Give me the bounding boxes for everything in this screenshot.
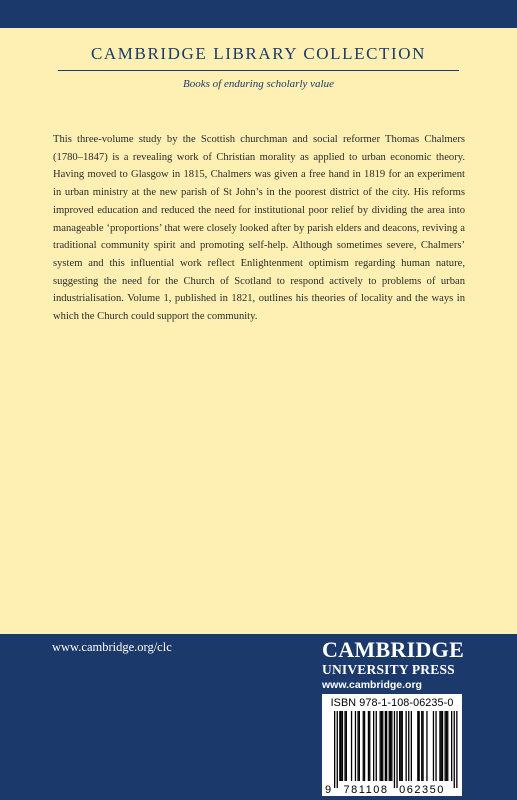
barcode-bar — [417, 711, 418, 781]
barcode-bar — [447, 711, 448, 781]
barcode-bar — [342, 711, 343, 781]
barcode-bar — [359, 711, 360, 781]
barcode-bar — [446, 711, 447, 781]
barcode-bar — [339, 711, 340, 781]
barcode-bar — [334, 711, 335, 788]
barcode-bar — [381, 711, 382, 781]
barcode-right-digits: 062350 — [399, 784, 445, 796]
barcode-bar — [396, 711, 397, 788]
barcode-bar — [369, 711, 370, 781]
barcode-bar — [399, 711, 400, 781]
barcode-bar — [337, 711, 338, 788]
barcode-bar — [346, 711, 347, 781]
top-color-band — [0, 0, 517, 28]
barcode-graphic — [322, 694, 462, 796]
barcode-bar — [376, 711, 377, 781]
barcode-first-digit: 9 — [325, 784, 332, 796]
series-tagline: Books of enduring scholarly value — [183, 78, 334, 90]
barcode-bar — [364, 711, 365, 781]
barcode-bar — [357, 711, 358, 781]
book-description: This three-volume study by the Scottish churchman and social reformer Thomas Chalmers (1780–1847) is a revealing work of Christian morality as applied to urban economic theory. Having moved to Glasgow in 1815, Chalmers was given a free hand in 1819 for an experiment in urban ministry at the new parish of St John’s in the poorest district of the city. His reforms improved education and reduced the need for institutional poor relief by dividing the area into manageable ‘proportions’ that were closely looked after by parish elders and deacons, reviving a traditional community spirit and promoting self-help. Although sometimes severe, Chalmers’ system and this influential work reflect Enlightenment optimism regarding human nature, suggesting the need for the Church of Scotland to respond actively to problems of urban industrialisation. Volume 1, published in 1821, outlines his theories of locality and the ways in which the Church could support the community. — [53, 134, 465, 323]
barcode-bar — [435, 711, 436, 781]
publisher-subtitle: UNIVERSITY PRESS — [322, 662, 455, 677]
barcode-bar — [445, 711, 446, 781]
barcode-bar — [389, 711, 390, 781]
barcode-bar — [419, 711, 420, 781]
barcode-bars — [334, 711, 458, 788]
barcode-bar — [386, 711, 387, 781]
barcode-bar — [394, 711, 395, 788]
barcode-bar — [382, 711, 383, 781]
barcode-bar — [426, 711, 427, 781]
barcode-bar — [344, 711, 345, 781]
series-title: CAMBRIDGE LIBRARY COLLECTION — [90, 44, 427, 63]
barcode-bar — [433, 711, 434, 781]
barcode-panel — [322, 694, 462, 796]
barcode-bar — [411, 711, 412, 781]
barcode-bar — [341, 711, 342, 781]
series-url-link[interactable]: www.cambridge.org/clc — [52, 640, 172, 654]
barcode-bar — [439, 711, 440, 781]
barcode-bar — [402, 711, 403, 781]
barcode-bar — [422, 711, 423, 781]
barcode-bar — [451, 711, 452, 781]
barcode-bar — [406, 711, 407, 781]
isbn-label: ISBN 978-1-108-06235-0 — [330, 697, 454, 709]
barcode-bar — [400, 711, 401, 781]
barcode-bar — [385, 711, 386, 781]
publisher-name: CAMBRIDGE — [322, 637, 465, 662]
barcode-bar — [441, 711, 442, 781]
barcode-bar — [380, 711, 381, 781]
barcode-bar — [456, 711, 457, 788]
barcode-bar — [454, 711, 455, 788]
barcode-bar — [408, 711, 409, 781]
title-rule — [58, 70, 459, 71]
publisher-url-link[interactable]: www.cambridge.org — [322, 679, 422, 691]
barcode-bar — [355, 711, 356, 781]
barcode-bar — [391, 711, 392, 781]
barcode-left-digits: 781108 — [343, 784, 389, 796]
publisher-block — [322, 637, 465, 693]
barcode-bar — [363, 711, 364, 781]
barcode-bar — [351, 711, 352, 781]
barcode-bar — [421, 711, 422, 781]
barcode-bar — [442, 711, 443, 781]
barcode-bar — [373, 711, 374, 781]
barcode-bar — [390, 711, 391, 781]
barcode-bar — [368, 711, 369, 781]
